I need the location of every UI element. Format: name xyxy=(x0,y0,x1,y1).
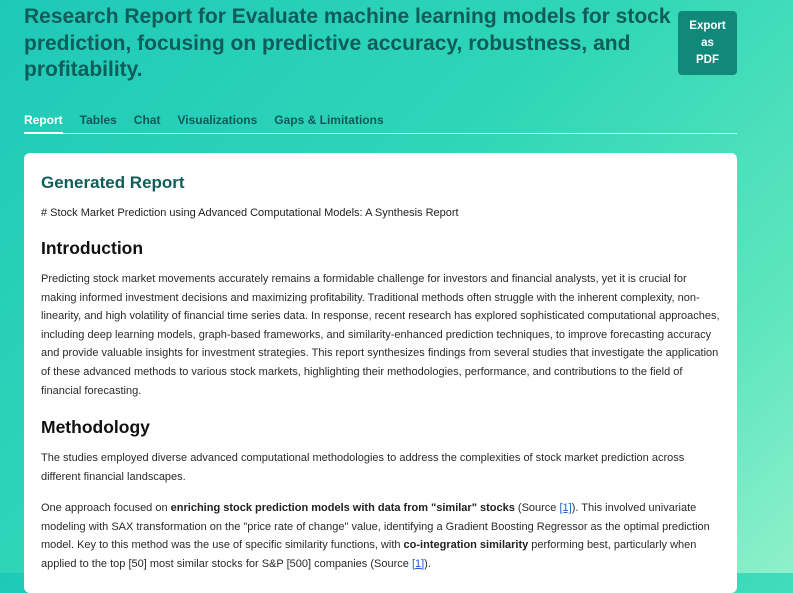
document-heading: # Stock Market Prediction using Advanced Computational Models: A Synthesis Report xyxy=(41,207,459,219)
export-label-line3: PDF xyxy=(696,53,719,66)
methodology-heading: Methodology xyxy=(41,417,150,437)
tab-tables[interactable]: Tables xyxy=(79,113,117,127)
tab-bar xyxy=(24,110,737,134)
tab-report[interactable]: Report xyxy=(24,110,63,131)
page-title: Research Report for Evaluate machine learning models for stock prediction, focusing on predictive accuracy, robustness, and profitability. xyxy=(24,5,671,81)
introduction-paragraph: Predicting stock market movements accurately remains a formidable challenge for investors and financial analysts, yet it is crucial for making informed investment decisions and maximizing profitability. Traditional methods often struggle with the inherent complexity, non-linearity, and high volatility of financial time series data. In response, recent research has explored sophisticated computational approaches, including deep learning models, graph-based frameworks, and similarity-enhanced prediction techniques, to improve forecasting accuracy and provide valuable insights for investment strategies. This report synthesizes findings from several studies that investigate the application of these advanced methods to various stock markets, highlighting their methodologies, performance, and contributions to the field of financial forecasting. xyxy=(41,273,720,397)
export-label-line1: Export xyxy=(689,19,726,32)
export-pdf-button[interactable] xyxy=(678,11,737,75)
tab-gaps-limitations[interactable]: Gaps & Limitations xyxy=(274,113,384,127)
text-run: ). xyxy=(424,557,431,570)
text-run: One approach focused on xyxy=(41,502,171,514)
text-run: (Source xyxy=(514,502,560,514)
card-title: Generated Report xyxy=(41,173,185,192)
methodology-paragraph-2 xyxy=(41,499,721,573)
report-card xyxy=(24,153,737,593)
tab-chat[interactable]: Chat xyxy=(133,113,161,127)
report-header xyxy=(24,4,674,84)
bold-phrase: enriching stock prediction models with data from "similar" stocks xyxy=(170,502,515,514)
introduction-heading: Introduction xyxy=(41,238,144,258)
export-label-line2: as xyxy=(701,36,714,49)
text-run: performing best, particularly when applied to the top [50] most similar stocks for S&P [500] companies (Source xyxy=(41,539,697,570)
tab-visualizations[interactable]: Visualizations xyxy=(177,113,258,127)
citation-link[interactable]: [1] xyxy=(411,557,425,570)
citation-link[interactable]: [1] xyxy=(559,502,572,514)
bold-phrase: co-integration similarity xyxy=(403,539,529,552)
methodology-paragraph: The studies employed diverse advanced computational methodologies to address the complexities of stock market prediction across different financial landscapes. xyxy=(41,452,685,483)
text-run: ). This involved univariate modeling with SAX transformation on the "price rate of change" value, identifying a Gradient Boosting Regressor as the optimal prediction model. Key to this method was the use of specific similarity functions, with xyxy=(41,502,710,552)
